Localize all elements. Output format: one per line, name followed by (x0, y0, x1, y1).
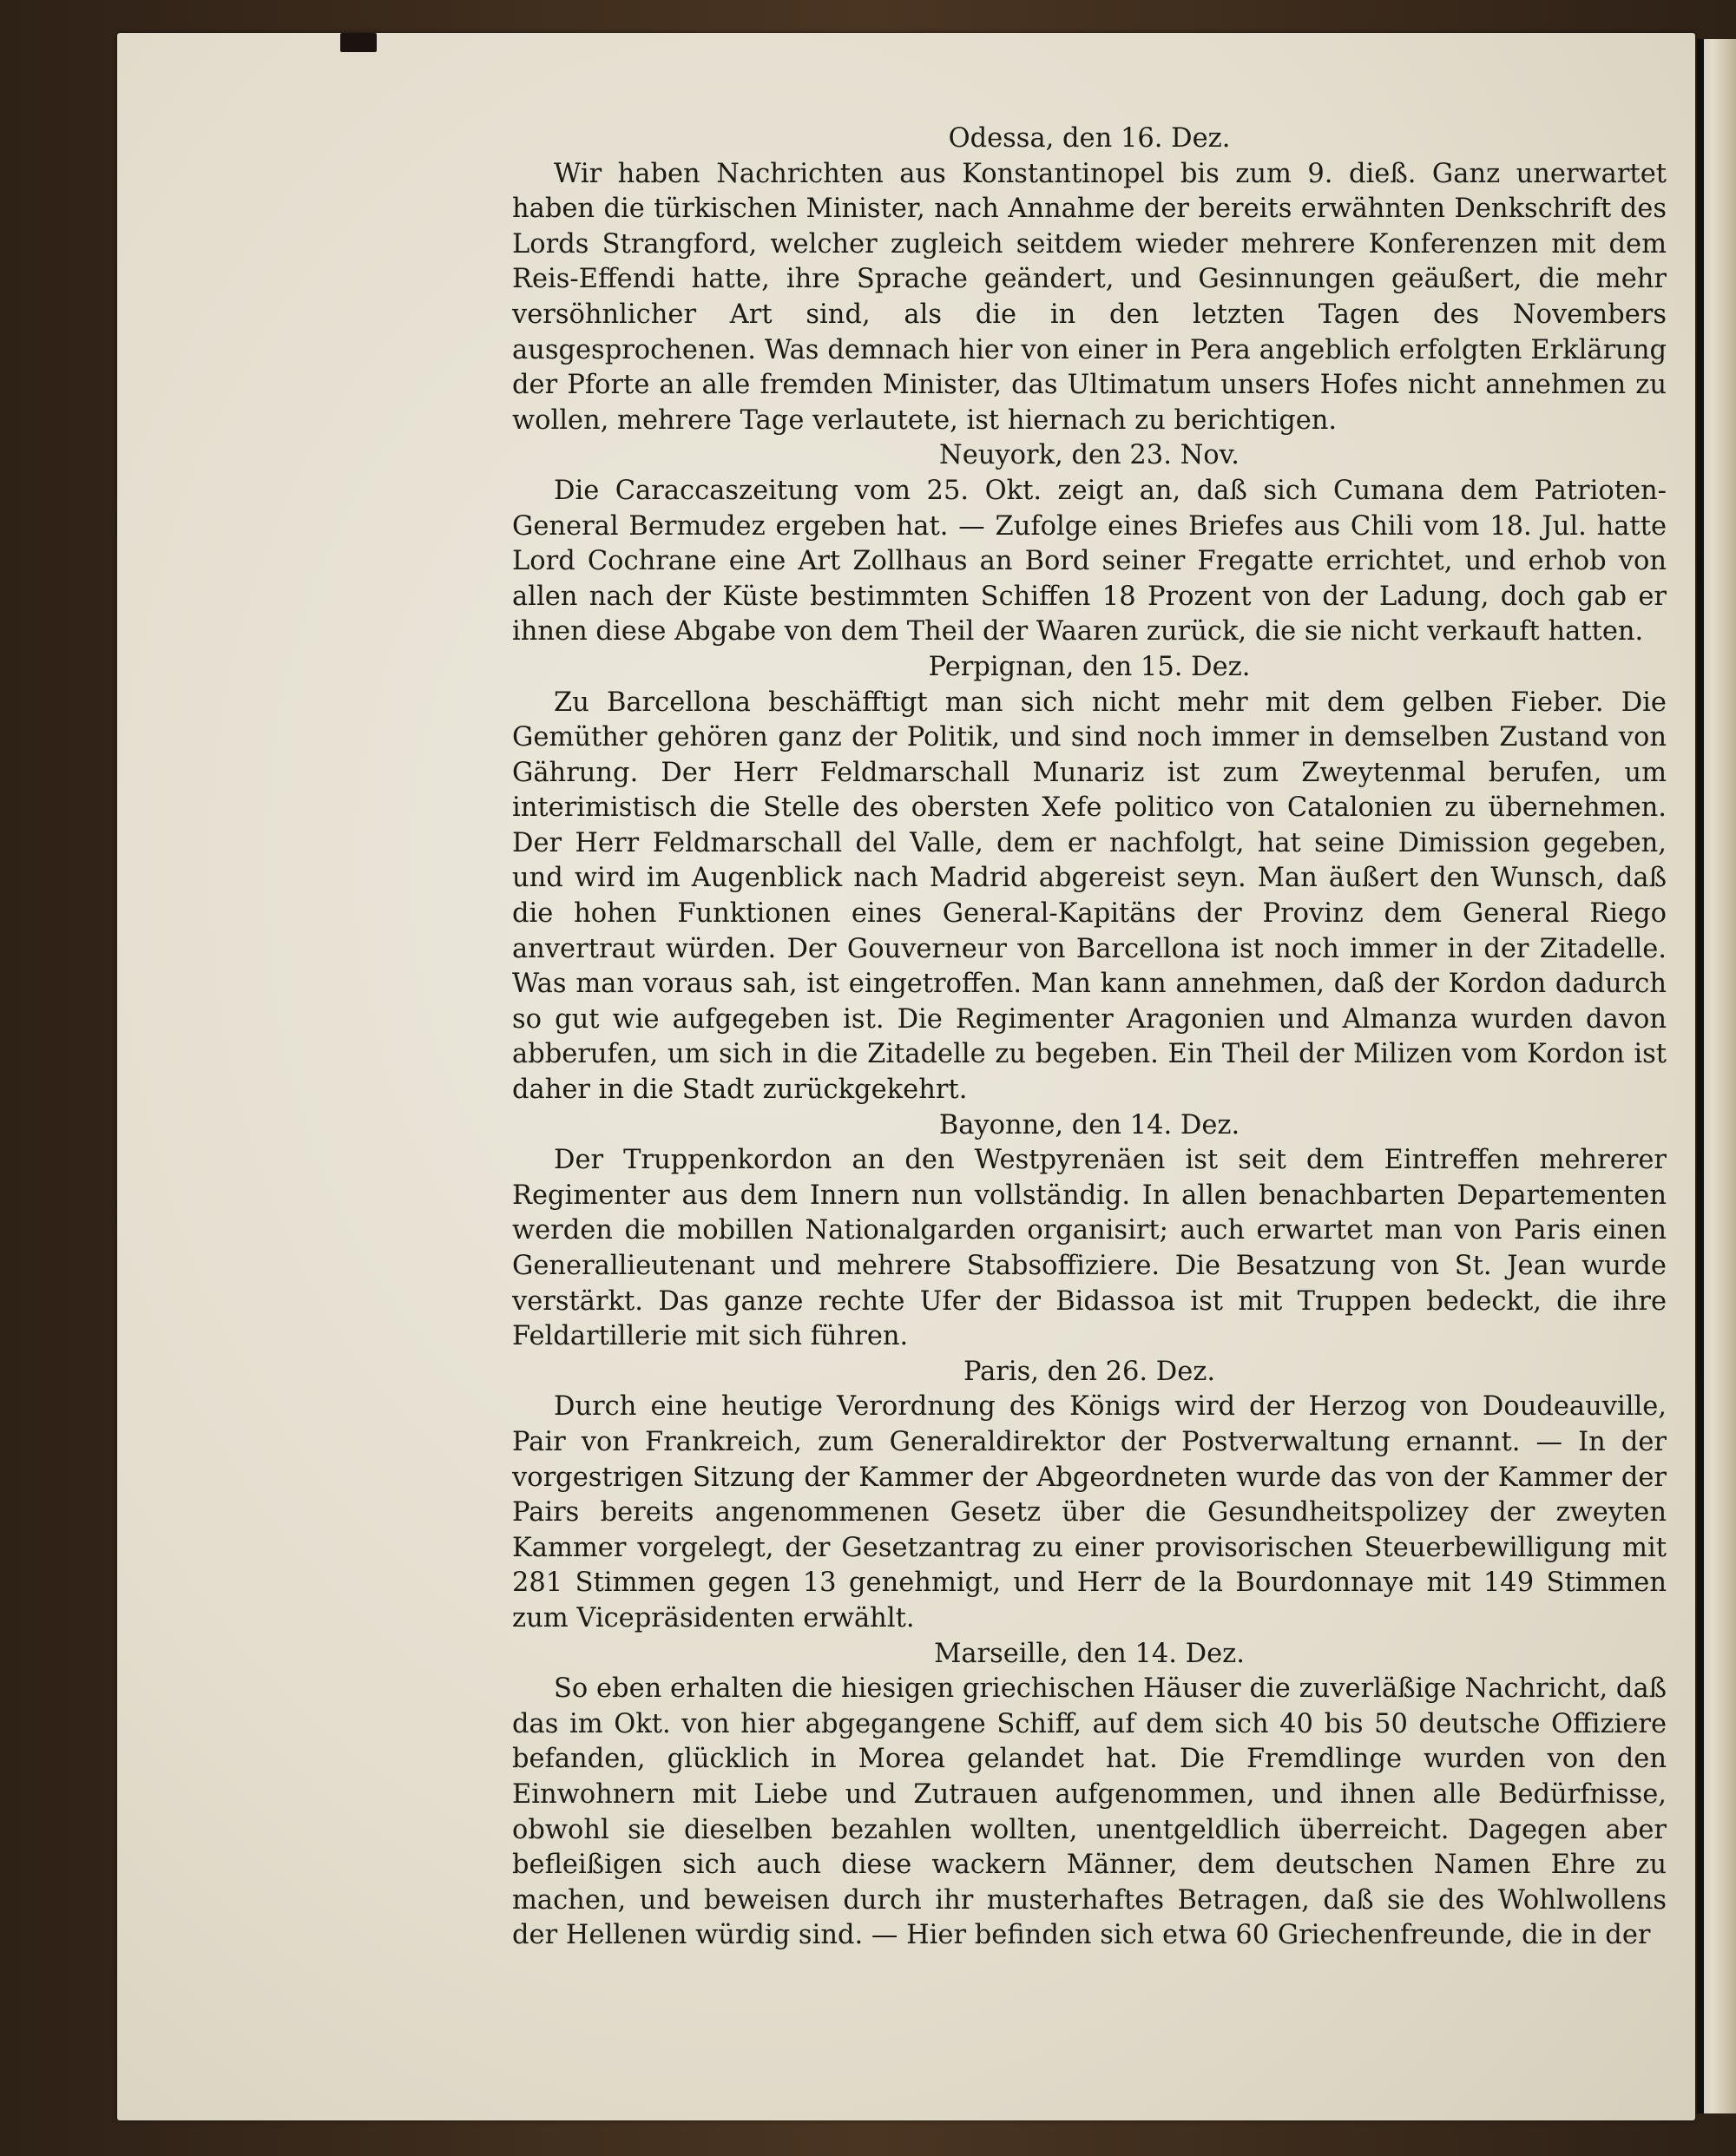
binding-mark (340, 33, 377, 52)
article-paris: Durch eine heutige Verordnung des Königs wird der Herzog von Doudeauville, Pair von Frankreich, zum Generaldirektor der Postverwaltung ernannt. — In der vorgestrigen Sitzung der Kammer der Abgeordneten wurde das von der Kammer der Pairs bereits angenommenen Gesetz über die Gesundheitspolizey der zweyten Kammer vorgelegt, der Gesetzantrag zu einer provisorischen Steuerbewilligung mit 281 Stimmen gegen 13 genehmigt, und Herr de la Bourdonnaye mit 149 Stimmen zum Vicepräsidenten erwählt. (512, 1391, 1667, 1633)
article-neuyork: Die Caraccaszeitung vom 25. Okt. zeigt an, daß sich Cumana dem Patrioten-General Bermudez ergeben hat. — Zufolge eines Briefes aus Chili vom 18. Jul. hatte Lord Cochrane eine Art Zollhaus an Bord seiner Fregatte errichtet, und erhob von allen nach der Küste bestimmten Schiffen 18 Prozent von der Ladung, doch gab er ihnen diese Abgabe von dem Theil der Waaren zurück, die sie nicht verkauft hatten. (512, 475, 1667, 647)
dateline-bayonne: Bayonne, den 14. Dez. (938, 1109, 1240, 1140)
dateline-perpignan: Perpignan, den 15. Dez. (928, 651, 1251, 682)
adjacent-page-edge (1697, 39, 1736, 2113)
dateline-odessa: Odessa, den 16. Dez. (948, 123, 1231, 154)
dateline-marseille: Marseille, den 14. Dez. (934, 1638, 1245, 1669)
dateline-paris: Paris, den 26. Dez. (963, 1356, 1216, 1387)
page-text (512, 122, 1667, 1954)
article-marseille: So eben erhalten die hiesigen griechischen Häuser die zuverläßige Nachricht, daß das im Okt. von hier abgegangene Schiff, auf dem sich 40 bis 50 deutsche Offiziere befanden, glücklich in Morea gelandet hat. Die Fremdlinge wurden von den Einwohnern mit Liebe und Zutrauen aufgenommen, und ihnen alle Bedürfnisse, obwohl sie dieselben bezahlen wollten, unentgeldlich überreicht. Dagegen aber befleißigen sich auch diese wackern Männer, dem deutschen Namen Ehre zu machen, und beweisen durch ihr musterhaftes Betragen, daß sie des Wohlwollens der Hellenen würdig sind. — Hier befinden sich etwa 60 Griechenfreunde, die in der (512, 1673, 1667, 1951)
dateline-neuyork: Neuyork, den 23. Nov. (939, 440, 1240, 471)
article-perpignan: Zu Barcellona beschäfftigt man sich nicht mehr mit dem gelben Fieber. Die Gemüther gehören ganz der Politik, und sind noch immer in demselben Zustand von Gährung. Der Herr Feldmarschall Munariz ist zum Zweytenmal berufen, um interimistisch die Stelle des obersten Xefe politico von Catalonien zu übernehmen. Der Herr Feldmarschall del Valle, dem er nachfolgt, hat seine Dimission gegeben, und wird im Augenblick nach Madrid abgereist seyn. Man äußert den Wunsch, daß die hohen Funktionen eines General-Kapitäns der Provinz dem General Riego anvertraut würden. Der Gouverneur von Barcellona ist noch immer in der Zitadelle. Was man voraus sah, ist eingetroffen. Man kann annehmen, daß der Kordon dadurch so gut wie aufgegeben ist. Die Regimenter Aragonien und Almanza wurden davon abberufen, um sich in die Zitadelle zu begeben. Ein Theil der Milizen vom Kordon ist daher in die Stadt zurückgekehrt. (512, 687, 1667, 1106)
article-odessa: Wir haben Nachrichten aus Konstantinopel bis zum 9. dieß. Ganz unerwartet haben die türkischen Minister, nach Annahme der bereits erwähnten Denkschrift des Lords Strangford, welcher zugleich seitdem wieder mehrere Konferenzen mit dem Reis-Effendi hatte, ihre Sprache geändert, und Gesinnungen geäußert, die mehr versöhnlicher Art sind, als die in den letzten Tagen des Novembers ausgesprochenen. Was demnach hier von einer in Pera angeblich erfolgten Erklärung der Pforte an alle fremden Minister, das Ultimatum unsers Hofes nicht annehmen zu wollen, mehrere Tage verlautete, ist hiernach zu berichtigen. (512, 158, 1667, 436)
article-bayonne: Der Truppenkordon an den Westpyrenäen ist seit dem Eintreffen mehrerer Regimenter aus dem Innern nun vollständig. In allen benachbarten Departementen werden die mobillen Nationalgarden organisirt; auch erwartet man von Paris einen Generallieutenant und mehrere Stabsoffiziere. Die Besatzung von St. Jean wurde verstärkt. Das ganze rechte Ufer der Bidassoa ist mit Truppen bedeckt, die ihre Feldartillerie mit sich führen. (512, 1145, 1667, 1352)
